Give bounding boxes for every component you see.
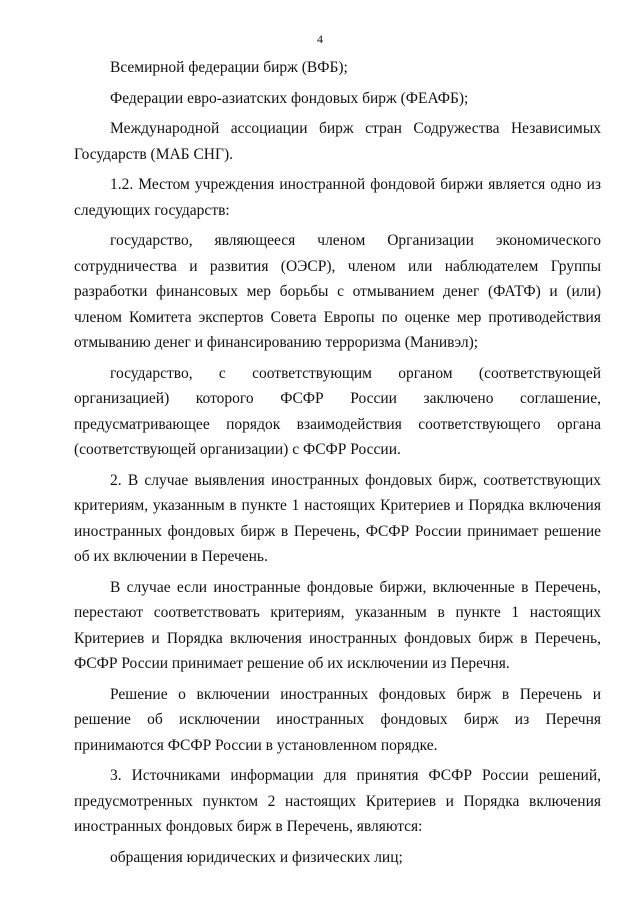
document-body [74, 55, 601, 875]
page-number: 4 [317, 32, 323, 46]
paragraph-exclusion: В случае если иностранные фондовые биржи, включенные в Перечень, перестают соответствовать критериям, указанным в пункте 1 настоящих Критериев и Порядка включения иностранных фондовых бирж в Перечень, ФСФР России принимает решение об их исключении из Перечня. [74, 578, 601, 672]
paragraph-decision: Решение о включении иностранных фондовых бирж в Перечень и решение об исключении иностранных фондовых бирж из Перечня принимаются ФСФР России в установленном порядке. [74, 685, 601, 754]
paragraph-cis-association: Международной ассоциации бирж стран Содружества Независимых Государств (МАБ СНГ). [74, 120, 601, 163]
paragraph-oecd-fatf: государство, являющееся членом Организации экономического сотрудничества и развития (ОЭСР), членом или наблюдателем Группы разработки финансовых мер борьбы с отмыванием денег (ФАТФ) и (или) членом Комитета экспертов Совета Европы по оценке мер противодействия отмыванию денег и финансированию терроризма (Манивэл); [74, 232, 601, 351]
paragraph-2: 2. В случае выявления иностранных фондовых бирж, соответствующих критериям, указанным в пункте 1 настоящих Критериев и Порядка включения иностранных фондовых бирж в Перечень, ФСФР России принимает решение об их включении в Перечень. [74, 471, 601, 565]
paragraph-3: 3. Источниками информации для принятия ФСФР России решений, предусмотренных пунктом 2 настоящих Критериев и Порядка включения иностранных фондовых бирж в Перечень, являются: [74, 767, 601, 835]
paragraph-agreement-state: государство, с соответствующим органом (соответствующей организацией) которого ФСФР России заключено соглашение, предусматривающее порядок взаимодействия соответствующего органа (соответствующей организации) с ФСФР России. [74, 364, 601, 458]
paragraph-appeals: обращения юридических и физических лиц; [110, 848, 403, 866]
paragraph-feas: Федерации евро-азиатских фондовых бирж (ФЕАФБ); [110, 89, 469, 107]
paragraph-1-2: 1.2. Местом учреждения иностранной фондовой биржи является одно из следующих государств: [74, 176, 601, 219]
paragraph-wfe: Всемирной федерации бирж (ВФБ); [110, 59, 348, 76]
